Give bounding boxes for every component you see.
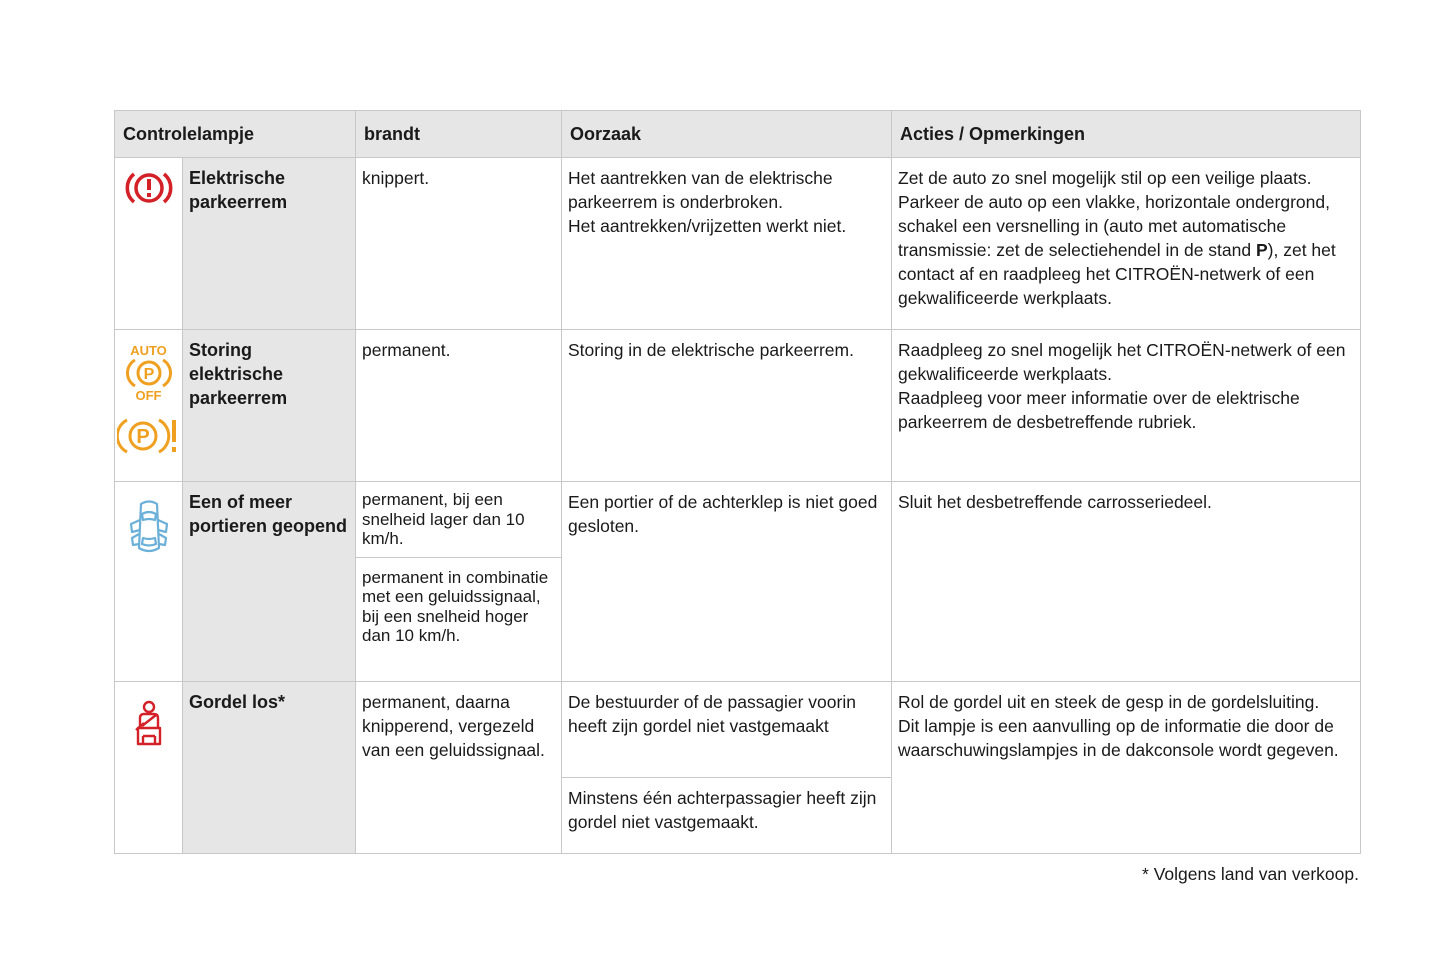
row3-name: Een of meer portieren geopend xyxy=(183,482,356,682)
row2-name: Storing elektrische parkeerrem xyxy=(183,330,356,482)
svg-text:P: P xyxy=(143,366,154,383)
off-label: OFF xyxy=(135,388,162,403)
row1-oorzaak: Het aantrekken van de elektrische parkeerrem is onderbroken. Het aantrekken/vrijzetten werkt niet. xyxy=(562,158,892,330)
row4-acties: Rol de gordel uit en steek de gesp in de gordelsluiting. Dit lampje is een aanvulling op de informatie die door de waarschuwingslampjes in de dakconsole wordt gegeven. xyxy=(892,681,1361,853)
table-row xyxy=(115,681,1361,777)
row3-icon-cell xyxy=(115,482,183,682)
row3-brandt-2: permanent in combinatie met een geluidssignaal, bij een snelheid hoger dan 10 km/h. xyxy=(356,557,562,681)
row4-brandt: permanent, daarna knipperend, vergezeld van een geluidssignaal. xyxy=(356,681,562,853)
row1-acties-bold: P xyxy=(1255,240,1268,260)
header-brandt: brandt xyxy=(356,111,562,158)
footnote: * Volgens land van verkoop. xyxy=(1142,864,1359,884)
table-row xyxy=(115,482,1361,558)
row4-icon-cell xyxy=(115,681,183,853)
header-acties: Acties / Opmerkingen xyxy=(892,111,1361,158)
table-row xyxy=(115,330,1361,482)
header-controlelampje: Controlelampje xyxy=(115,111,356,158)
door-open-icon xyxy=(127,498,171,556)
row4-oorzaak-1: De bestuurder of de passagier voorin heeft zijn gordel niet vastgemaakt xyxy=(562,681,892,777)
row1-acties xyxy=(892,158,1361,330)
table-row xyxy=(115,158,1361,330)
row1-name: Elektrische parkeerrem xyxy=(183,158,356,330)
row2-brandt: permanent. xyxy=(356,330,562,482)
auto-label: AUTO xyxy=(130,343,167,358)
row3-oorzaak: Een portier of de achterklep is niet goed gesloten. xyxy=(562,482,892,682)
row1-icon-cell xyxy=(115,158,183,330)
row3-brandt-1: permanent, bij een snelheid lager dan 10 km/h. xyxy=(356,482,562,558)
parking-brake-auto-off-icon xyxy=(115,344,182,402)
row4-name: Gordel los* xyxy=(183,681,356,853)
warning-lamps-table xyxy=(114,110,1361,854)
row1-acties-post: ), zet het contact af en raadpleeg het CITROËN-netwerk of een gekwalificeerde werkplaats. xyxy=(898,240,1336,308)
row3-acties: Sluit het desbetreffende carrosseriedeel. xyxy=(892,482,1361,682)
svg-text:P: P xyxy=(135,426,150,448)
brake-warning-icon xyxy=(124,168,174,208)
row1-brandt: knippert. xyxy=(356,158,562,330)
row2-icon-cell xyxy=(115,330,183,482)
table-header-row xyxy=(115,111,1361,158)
row2-oorzaak: Storing in de elektrische parkeerrem. xyxy=(562,330,892,482)
row4-oorzaak-2: Minstens één achterpassagier heeft zijn gordel niet vastgemaakt. xyxy=(562,777,892,853)
seatbelt-icon xyxy=(134,700,164,746)
parking-brake-fault-icon xyxy=(117,416,181,456)
row2-acties: Raadpleeg zo snel mogelijk het CITROËN-netwerk of een gekwalificeerde werkplaats. Raadpleeg voor meer informatie over de elektrische parkeerrem de desbetreffende rubriek. xyxy=(892,330,1361,482)
row1-acties-pre: Zet de auto zo snel mogelijk stil op een veilige plaats. Parkeer de auto op een vlakke, horizontale ondergrond, schakel een versnelling in (auto met automatische transmissie: zet de selectiehendel in de stand xyxy=(898,168,1330,260)
header-oorzaak: Oorzaak xyxy=(562,111,892,158)
